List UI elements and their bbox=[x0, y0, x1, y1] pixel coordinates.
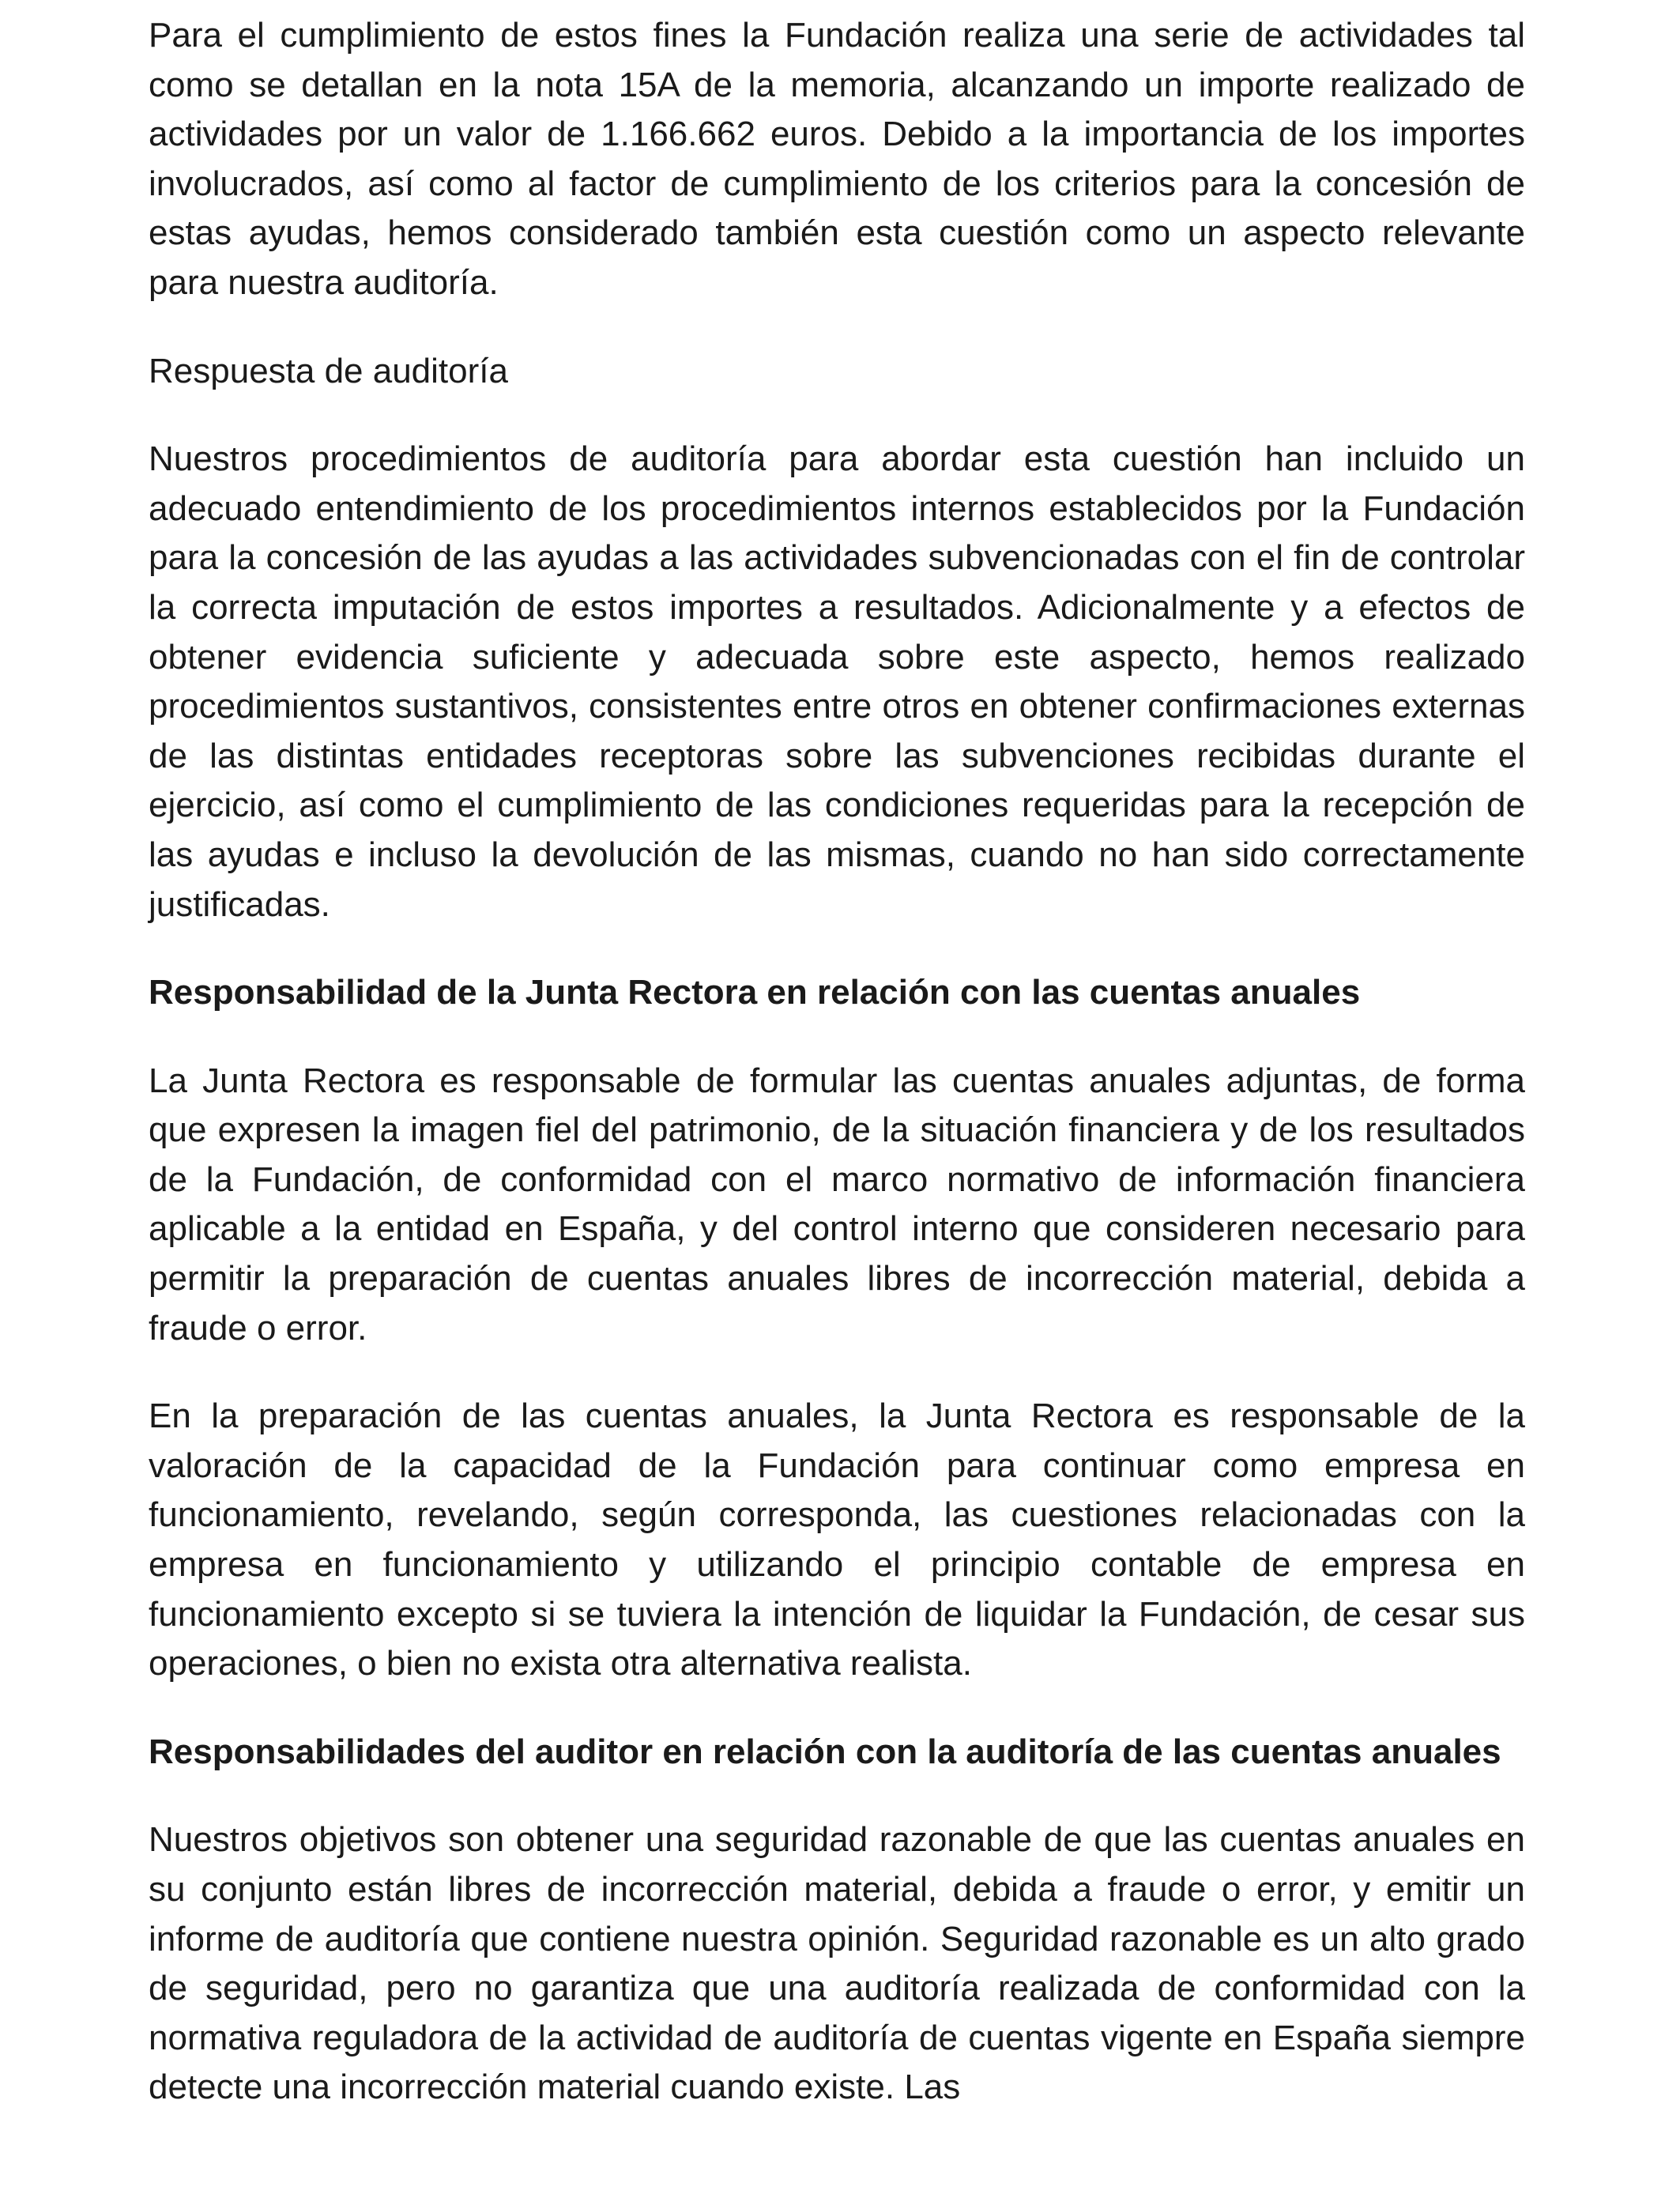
heading-responsabilidad-junta-rectora: Responsabilidad de la Junta Rectora en relación con las cuentas anuales bbox=[149, 973, 1361, 1012]
subheading-respuesta-auditoria: Respuesta de auditoría bbox=[149, 351, 508, 390]
spacer bbox=[149, 929, 1525, 968]
spacer bbox=[149, 1353, 1525, 1392]
paragraph-procedimientos-auditoria: Nuestros procedimientos de auditoría para abordar esta cuestión han incluido un adecuado entendimiento de los procedimientos internos establecidos por la Fundación para la concesión de las ayudas a las actividades subvencionadas con el fin de controlar la correcta imputación de estos importes a resultados. Adicionalmente y a efectos de obtener evidencia suficiente y adecuada sobre este aspecto, hemos realizado procedimientos sustantivos, consistentes entre otros en obtener confirmaciones externas de las distintas entidades receptoras sobre las subvenciones recibidas durante el ejercicio, así como el cumplimiento de las condiciones requeridas para la recepción de las ayudas e incluso la devolución de las mismas, cuando no han sido correctamente justificadas. bbox=[149, 439, 1525, 924]
paragraph-cumplimiento-fines: Para el cumplimiento de estos fines la Fundación realiza una serie de actividades tal como se detallan en la nota 15A de la memoria, alcanzando un importe realizado de actividades por un valor de 1.166.662 euros. Debido a la importancia de los importes involucrados, así como al factor de cumplimiento de los criterios para la concesión de estas ayudas, hemos considerado también esta cuestión como un aspecto relevante para nuestra auditoría. bbox=[149, 16, 1525, 302]
paragraph-junta-rectora-responsable: La Junta Rectora es responsable de formular las cuentas anuales adjuntas, de forma que expresen la imagen fiel del patrimonio, de la situación financiera y de los resultados de la Fundación, de conformidad con el marco normativo de información financiera aplicable a la entidad en España, y del control interno que consideren necesario para permitir la preparación de cuentas anuales libres de incorrección material, debida a fraude o error. bbox=[149, 1061, 1525, 1348]
paragraph-preparacion-cuentas: En la preparación de las cuentas anuales, la Junta Rectora es responsable de la valoración de la capacidad de la Fundación para continuar como empresa en funcionamiento, revelando, según corresponda, las cuestiones relacionadas con la empresa en funcionamiento y utilizando el principio contable de empresa en funcionamiento excepto si se tuviera la intención de liquidar la Fundación, de cesar sus operaciones, o bien no exista otra alternativa realista. bbox=[149, 1397, 1525, 1683]
spacer bbox=[149, 1018, 1525, 1057]
heading-responsabilidades-auditor: Responsabilidades del auditor en relación con la auditoría de las cuentas anuales bbox=[149, 1732, 1501, 1771]
document-page bbox=[149, 11, 1525, 2113]
spacer bbox=[149, 308, 1525, 347]
spacer bbox=[149, 1689, 1525, 1728]
spacer bbox=[149, 1777, 1525, 1815]
spacer bbox=[149, 396, 1525, 435]
paragraph-objetivos-auditoria: Nuestros objetivos son obtener una seguridad razonable de que las cuentas anuales en su conjunto están libres de incorrección material, debida a fraude o error, y emitir un informe de auditoría que contiene nuestra opinión. Seguridad razonable es un alto grado de seguridad, pero no garantiza que una auditoría realizada de conformidad con la normativa reguladora de la actividad de auditoría de cuentas vigente en España siempre detecte una incorrección material cuando existe. Las bbox=[149, 1820, 1525, 2107]
